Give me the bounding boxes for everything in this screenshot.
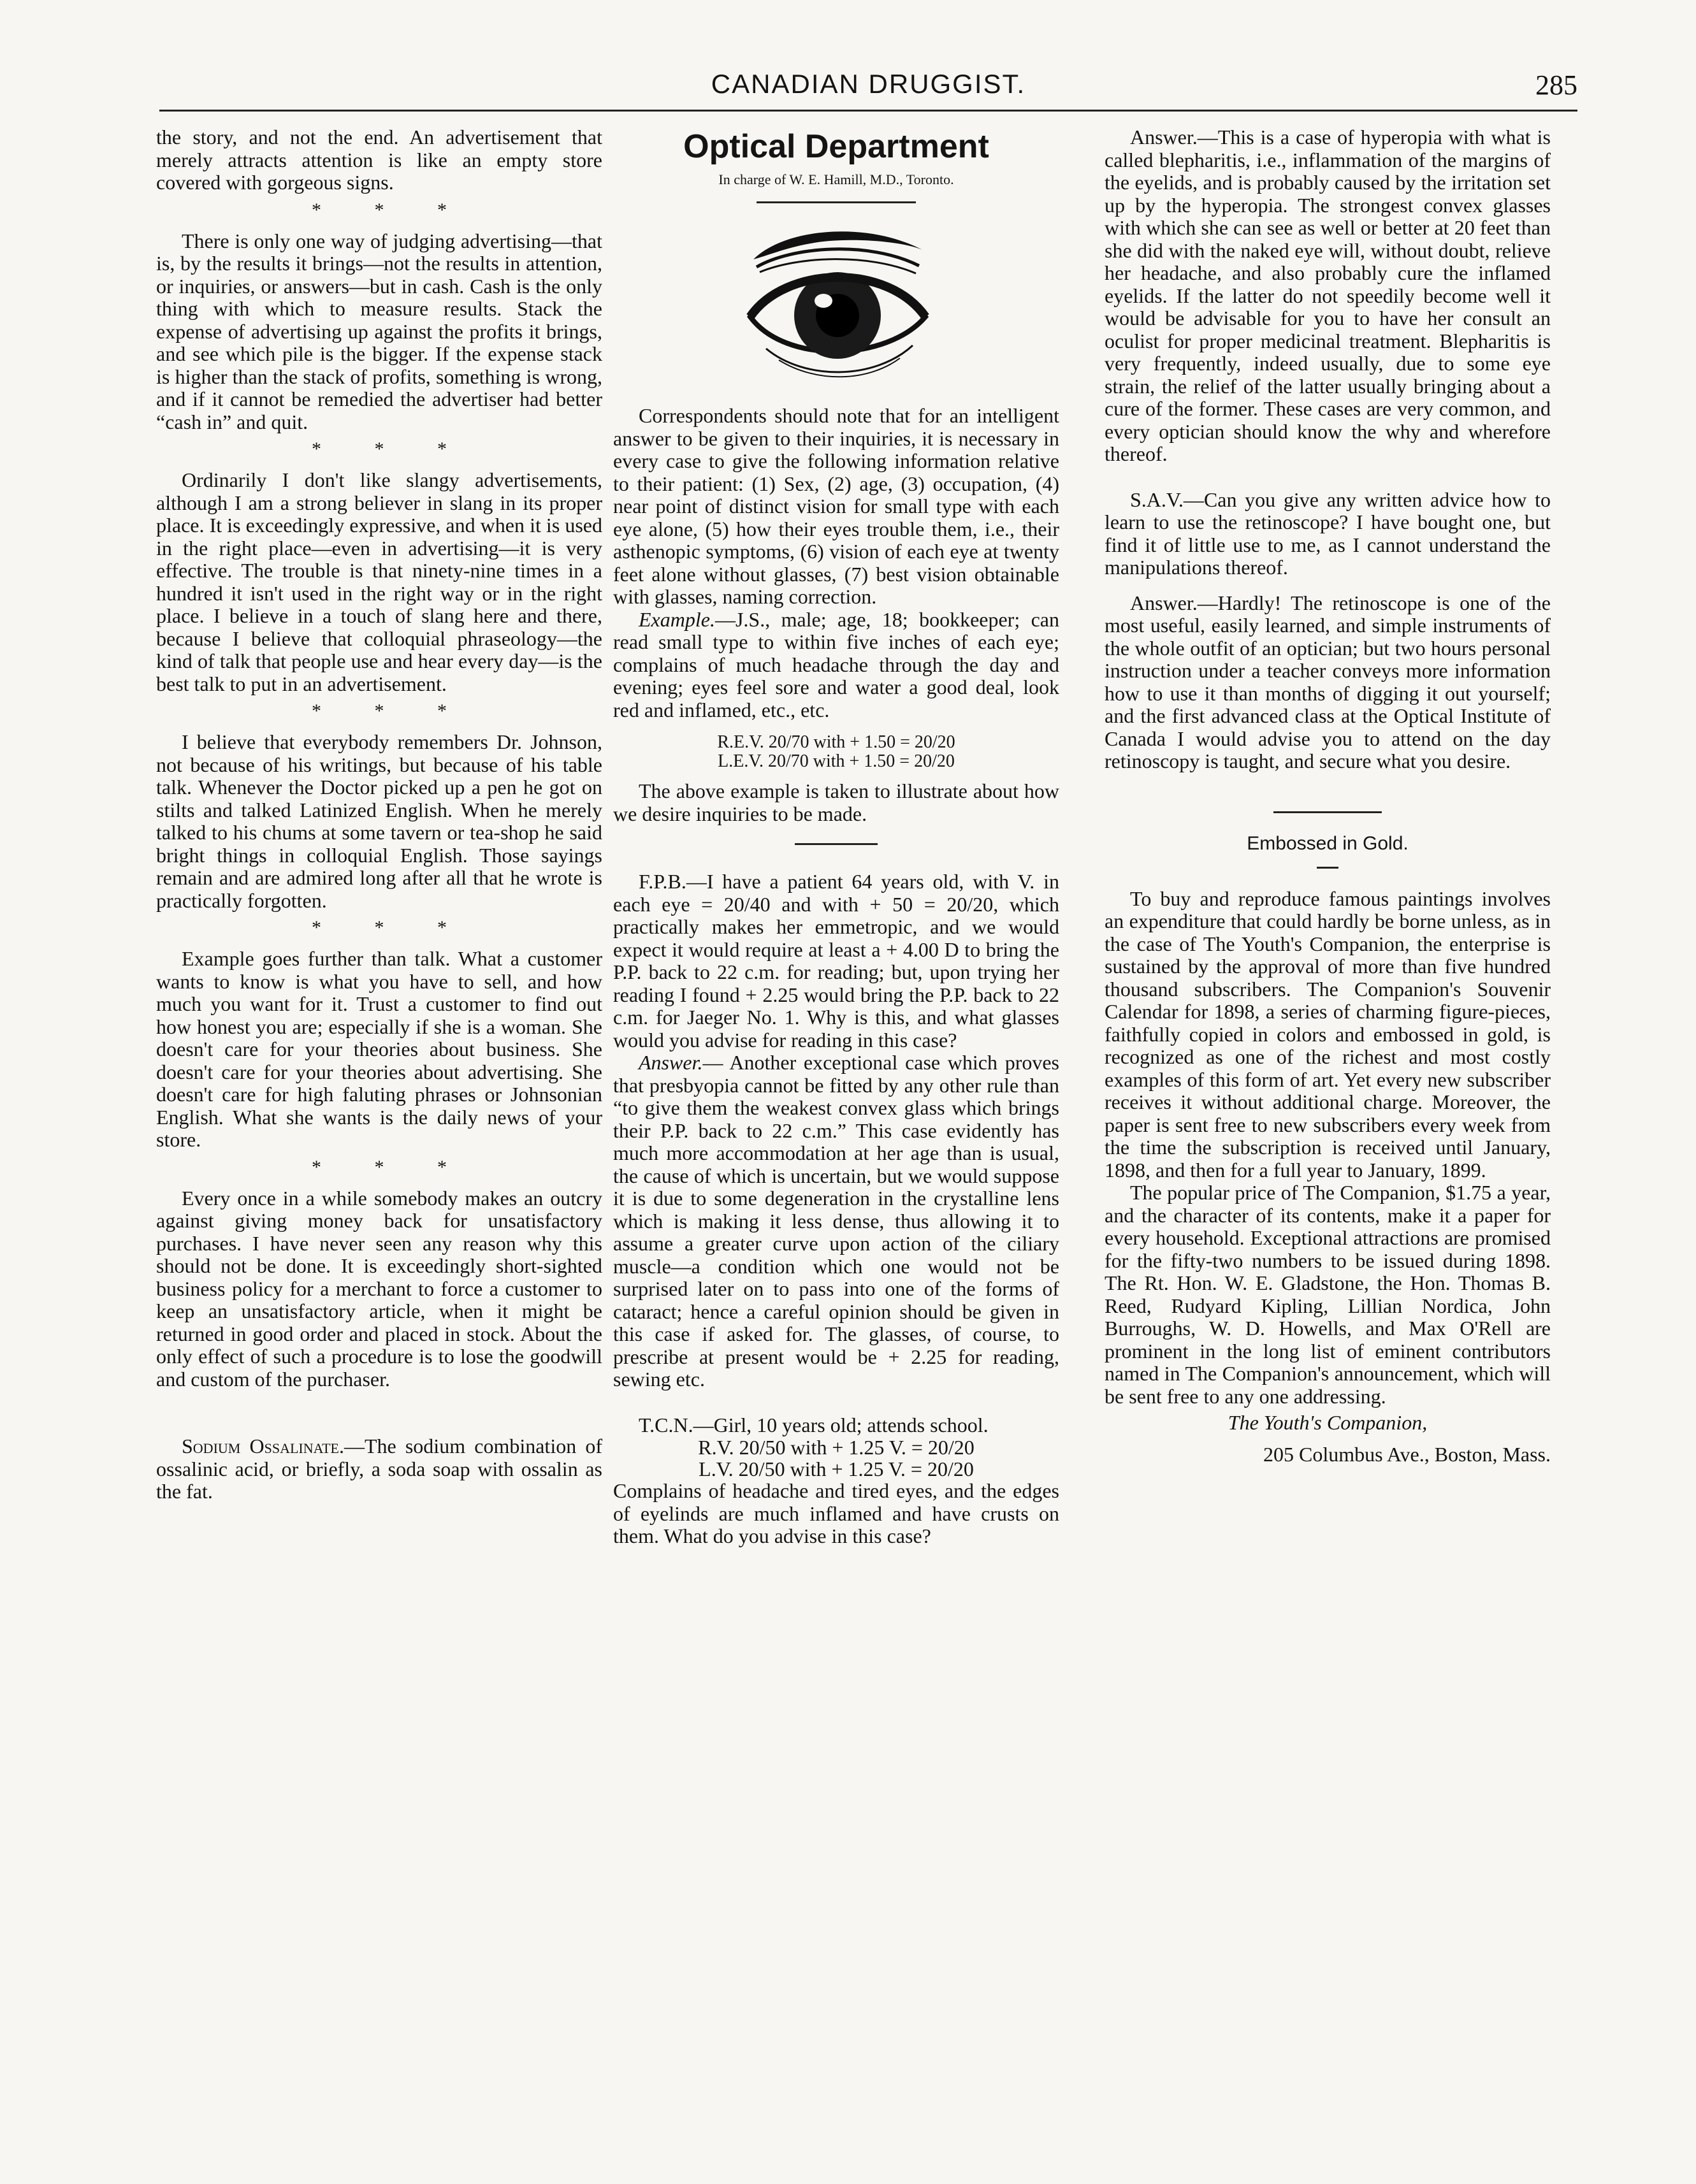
paragraph-slangy-ads: Ordinarily I don't like slangy advertisements, although I am a strong believer in slang in its proper place. It is exceedingly expressive, and when it is used in the right place—even in advertising—it is very effective. The trouble is that ninety-nine times in a hundred it isn't used in the right way or in the right place. I believe in a touch of slang here and there, because I believe that colloquial phraseology—the kind of talk that people use and hear every day—is the best talk to put in an advertisement. bbox=[156, 468, 602, 695]
paragraph-fpb-answer bbox=[613, 1052, 1059, 1391]
paragraph-youths-companion: To buy and reproduce famous paintings involves an expenditure that could hardly be borne unless, as in the case of The Youth's Companion, the enterprise is sustained by the approval of more than five hundred thousand subscribers. The Companion's Souvenir Calendar for 1898, a series of charming figure-pieces, faithfully copied in colors and embossed in gold, is recognized as one of the richest and most costly examples of this form of art. Yet every new subscriber receives it without additional charge. Moreover, the paper is sent free to new subscribers every week from the time the subscription is received until January, 1898, and then for a full year to January, 1899. bbox=[1105, 886, 1551, 1182]
eye-illustration bbox=[613, 219, 1059, 392]
running-head bbox=[159, 69, 1577, 107]
section-rule bbox=[795, 843, 878, 845]
paragraph-example: Example goes further than talk. What a customer wants to know is what you have to sell, and how much you want for it. Trust a customer to find out how honest you are; especially if she is a woman. She doesn't care for your theories about business. She doesn't care for your theories about advertising. She doesn't care for high faluting phrases or Johnsonian English. What she wants is the daily news of your store. bbox=[156, 947, 602, 1151]
title-rule bbox=[757, 201, 916, 203]
paragraph-correspondents: Correspondents should note that for an intelligent answer to be given to their inquiries, it is necessary in every case to give the following information relative to their patient: (1) Sex, (2) age, (3) occupation, (4) near point of distinct vision for small type with each eye alone, (5) how their eyes trouble them, i.e., their asthenopic symptoms, (6) vision of each eye at twenty feet alone without glasses, (7) best vision obtainable with glasses, naming correction. bbox=[613, 404, 1059, 608]
example-label: Example. bbox=[639, 607, 715, 631]
column-2 bbox=[613, 126, 1059, 1548]
paragraph-money-back: Every once in a while somebody makes an outcry against giving money back for unsatisfactory purchases. I have never seen any reason why this should not be done. It is exceedingly short-sighted business policy for a merchant to force a customer to keep an unsatisfactory article, when it might be returned in good order and placed in stock. About the only effect of such a procedure is to lose the goodwill and custom of the purchaser. bbox=[156, 1186, 602, 1391]
section-rule bbox=[1273, 811, 1382, 813]
formula-tcn-left: L.V. 20/50 with + 1.25 V. = 20/20 bbox=[699, 1457, 974, 1480]
section-stars: * * * bbox=[312, 700, 471, 721]
answer-label: Answer. bbox=[639, 1051, 703, 1074]
department-title: Optical Department bbox=[683, 128, 989, 165]
paragraph-example-note: The above example is taken to illustrate about how we desire inquiries to be made. bbox=[613, 779, 1059, 825]
formula-right-eye: R.E.V. 20/70 with + 1.50 = 20/20 bbox=[717, 732, 955, 752]
eye-icon bbox=[741, 221, 932, 390]
paragraph-tcn-question: T.C.N.—Girl, 10 years old; attends school. bbox=[639, 1413, 989, 1436]
signature: The Youth's Companion, bbox=[1228, 1411, 1428, 1434]
embossed-heading: Embossed in Gold. bbox=[1247, 832, 1409, 854]
paragraph-retinoscope-answer: Answer.—Hardly! The retinoscope is one of the most useful, easily learned, and simple instruments of the whole outfit of an optician; but two hours personal instruction under a teacher conveys more information how to use it than months of digging it out yourself; and the first advanced class at the Optical Institute of Canada I would advise you to attend on the day retinoscopy is taught, and secure what you desire. bbox=[1105, 591, 1551, 772]
column-3 bbox=[1105, 126, 1551, 1466]
example-text: —J.S., male; age, 18; bookkeeper; can read small type to within five inches of each eye; complains of much headache through the day and evening; eyes feel sore and water a good deal, look red and inflamed, etc., etc. bbox=[613, 607, 1059, 721]
section-stars: * * * bbox=[312, 917, 471, 938]
paragraph-companion-price: The popular price of The Companion, $1.75 a year, and the character of its contents, make it a paper for every household. Exceptional attractions are promised for the fifty-two numbers to be issued during 1898. The Rt. Hon. W. E. Gladstone, the Hon. Thomas B. Reed, Rudyard Kipling, Lillian Nordica, John Burroughs, W. D. Howells, and Max O'Rell are prominent in the long list of eminent contributors named in The Companion's announcement, which will be sent free to any one addressing. bbox=[1105, 1181, 1551, 1408]
department-byline: In charge of W. E. Hamill, M.D., Toronto. bbox=[718, 171, 954, 187]
page-number: 285 bbox=[1535, 69, 1577, 101]
section-stars: * * * bbox=[312, 199, 471, 221]
header-rule bbox=[159, 110, 1577, 112]
paragraph-dr-johnson: I believe that everybody remembers Dr. Johnson, not because of his writings, but because of his table talk. Whenever the Doctor picked up a pen he got on stilts and talked Latinized English. When he merely talked to his chums at some tavern or tea-shop he said bright things in colloquial English. Those sayings remain and are admired long after all that he wrote is practically forgotten. bbox=[156, 730, 602, 912]
formula-tcn-right: R.V. 20/50 with + 1.25 V. = 20/20 bbox=[698, 1436, 975, 1459]
sodium-lead: Sodium Ossalinate. bbox=[182, 1435, 344, 1457]
paragraph-sodium-ossalinate bbox=[156, 1435, 602, 1503]
paragraph-hyperopia-answer: Answer.—This is a case of hyperopia with what is called blepharitis, i.e., inflammation of the margins of the eyelids, and is probably caused by the irritation set up by the hyperopia. The strongest convex glasses with which she can see as well or better at 20 feet than she did with the naked eye will, without doubt, relieve her headache, and also probably cure the inflamed eyelids. If the latter do not speedily become well it would be advisable for you to have her consult an oculist for proper medicinal treatment. Blepharitis is very frequently, indeed usually, due to some eye strain, the relief of the latter usually bringing about a cure of the former. These cases are very common, and every optician should know the why and wherefore thereof. bbox=[1105, 126, 1551, 465]
section-stars: * * * bbox=[312, 1156, 471, 1178]
section-stars: * * * bbox=[312, 438, 471, 459]
heading-rule bbox=[1317, 867, 1338, 869]
paragraph-example-case bbox=[613, 609, 1059, 722]
address: 205 Columbus Ave., Boston, Mass. bbox=[1263, 1442, 1551, 1466]
paragraph-story-end: the story, and not the end. An advertisement that merely attracts attention is like an empty store covered with gorgeous signs. bbox=[156, 126, 602, 194]
paragraph-sav-question: S.A.V.—Can you give any written advice how to learn to use the retinoscope? I have bought one, but find it of little use to me, as I cannot understand the manipulations thereof. bbox=[1105, 488, 1551, 579]
column-1 bbox=[156, 126, 602, 1503]
sodium-text: —The sodium combination of ossalinic acid, or briefly, a soda soap with ossalin as the fat. bbox=[156, 1435, 603, 1503]
paragraph-fpb-question: F.P.B.—I have a patient 64 years old, with V. in each eye = 20/40 and with + 50 = 20/20, which practically makes her emmetropic, and we would expect it would require at least a + 4.00 D to bring the P.P. back to 22 c.m. for reading; but, upon trying her reading I found + 2.25 would bring the P.P. back to 22 c.m. for Jaeger No. 1. Why is this, and what glasses would you advise for reading in this case? bbox=[613, 870, 1059, 1052]
paragraph-tcn-symptoms: Complains of headache and tired eyes, and the edges of eyelinds are much inflamed and have crusts on them. What do you advise in this case? bbox=[613, 1479, 1059, 1547]
answer-text: — Another exceptional case which proves that presbyopia cannot be fitted by any other rule than “to give them the weakest convex glass which brings their P.P. back to 22 c.m.” This case evidently has much more accommodation at her age than is usual, the cause of which is uncertain, but we would suppose it is due to some degeneration in the crystalline lens which is making it less dense, thus allowing it to assume a greater curve upon action of the ciliary muscle—a condition which one would not be surprised later on to pass into one of the forms of cataract; hence a careful opinion should be given in this case if asked for. The glasses, of course, to prescribe at present would be + 2.25 for reading, sewing etc. bbox=[613, 1051, 1059, 1391]
journal-title: CANADIAN DRUGGIST. bbox=[711, 69, 1026, 99]
paragraph-judging-advertising: There is only one way of judging advertising—that is, by the results it brings—not the results in attention, or inquiries, or answers—but in cash. Cash is the only thing with which to measure results. Stack the expense of advertising up against the profits it brings, and see which pile is the bigger. If the expense stack is higher than the stack of profits, something is wrong, and if it cannot be remedied the advertiser had better “cash in” and quit. bbox=[156, 229, 602, 433]
formula-left-eye: L.E.V. 20/70 with + 1.50 = 20/20 bbox=[718, 751, 955, 771]
